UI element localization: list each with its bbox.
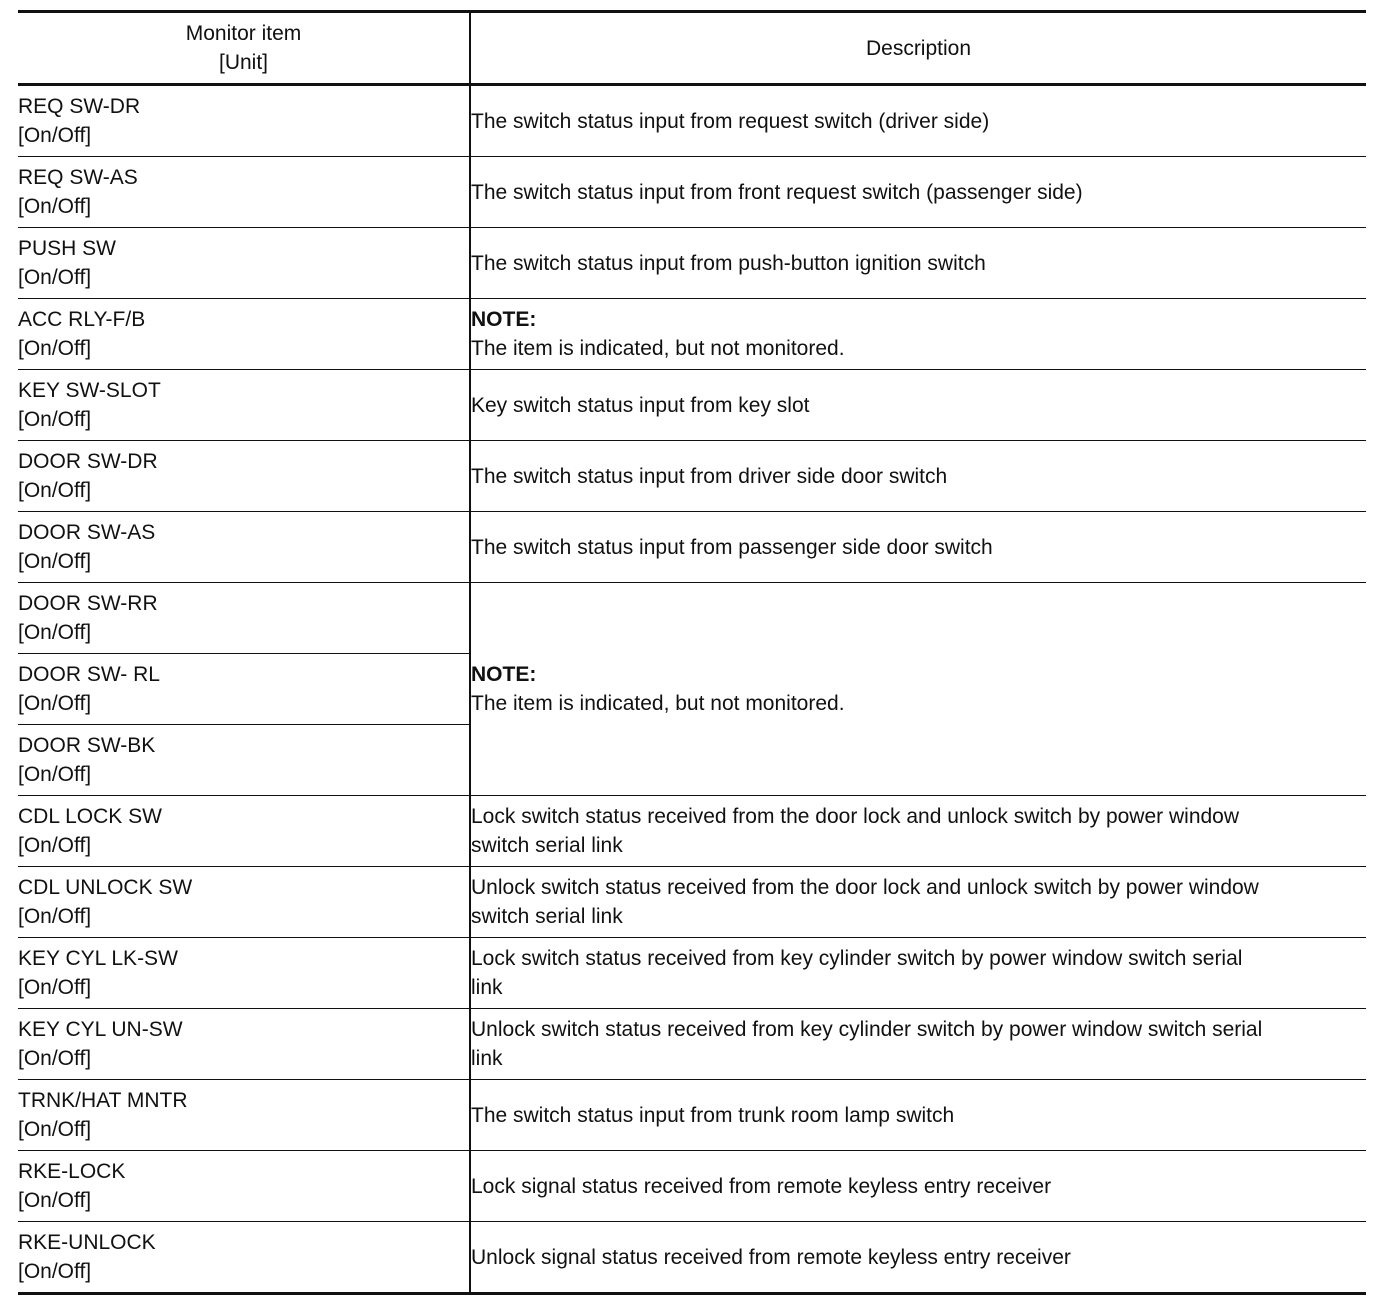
item-name: KEY CYL LK-SW [18, 947, 178, 970]
table-row [18, 1080, 1366, 1151]
description-line: link [471, 1047, 503, 1070]
description-cell [470, 796, 1366, 867]
item-name: DOOR SW- RL [18, 663, 160, 686]
description-cell [470, 938, 1366, 1009]
item-name: ACC RLY-F/B [18, 308, 146, 331]
item-name: CDL LOCK SW [18, 805, 162, 828]
table-row [18, 512, 1366, 583]
description-cell [470, 1009, 1366, 1080]
description-line: link [471, 976, 503, 999]
description-cell: The switch status input from push-button ignition switch [470, 228, 1366, 299]
item-unit: [On/Off] [18, 976, 92, 999]
item-unit: [On/Off] [18, 834, 92, 857]
monitor-item-cell [18, 157, 470, 228]
monitor-item-cell [18, 938, 470, 1009]
monitor-item-cell [18, 796, 470, 867]
note-label: NOTE: [471, 308, 537, 331]
item-name: KEY SW-SLOT [18, 379, 161, 402]
item-name: DOOR SW-RR [18, 592, 158, 615]
monitor-item-cell [18, 583, 470, 654]
description-line: Unlock switch status received from key cylinder switch by power window switch serial [471, 1018, 1263, 1041]
item-name: REQ SW-DR [18, 95, 141, 118]
table-row [18, 228, 1366, 299]
item-unit: [On/Off] [18, 1118, 92, 1141]
item-name: DOOR SW-BK [18, 734, 156, 757]
item-name: RKE-UNLOCK [18, 1231, 156, 1254]
monitor-item-cell [18, 1080, 470, 1151]
header-unit-label: [Unit] [218, 51, 268, 74]
monitor-item-cell [18, 85, 470, 157]
monitor-item-cell [18, 725, 470, 796]
table-row [18, 299, 1366, 370]
item-name: REQ SW-AS [18, 166, 138, 189]
monitor-item-cell [18, 228, 470, 299]
item-name: DOOR SW-AS [18, 521, 156, 544]
item-unit: [On/Off] [18, 337, 92, 360]
monitor-item-cell [18, 1151, 470, 1222]
monitor-item-cell [18, 654, 470, 725]
description-line: Lock switch status received from key cylinder switch by power window switch serial [471, 947, 1243, 970]
monitor-item-cell [18, 299, 470, 370]
description-cell-merged [470, 583, 1366, 796]
description-line: switch serial link [471, 834, 623, 857]
item-unit: [On/Off] [18, 1260, 92, 1283]
description-cell [470, 299, 1366, 370]
item-name: PUSH SW [18, 237, 117, 260]
table-row [18, 370, 1366, 441]
description-cell: The switch status input from driver side door switch [470, 441, 1366, 512]
description-line: Lock switch status received from the door lock and unlock switch by power window [471, 805, 1240, 828]
note-text: The item is indicated, but not monitored. [471, 337, 845, 360]
description-line: Unlock switch status received from the door lock and unlock switch by power window [471, 876, 1259, 899]
table-row [18, 1222, 1366, 1294]
description-cell: Lock signal status received from remote keyless entry receiver [470, 1151, 1366, 1222]
table-row [18, 85, 1366, 157]
note-label: NOTE: [471, 663, 537, 686]
item-unit: [On/Off] [18, 1047, 92, 1070]
monitor-item-cell [18, 441, 470, 512]
item-unit: [On/Off] [18, 692, 92, 715]
monitor-item-cell [18, 867, 470, 938]
table-row [18, 157, 1366, 228]
item-name: RKE-LOCK [18, 1160, 126, 1183]
item-name: TRNK/HAT MNTR [18, 1089, 188, 1112]
item-name: KEY CYL UN-SW [18, 1018, 183, 1041]
item-unit: [On/Off] [18, 408, 92, 431]
header-item-label: Monitor item [185, 22, 302, 45]
item-unit: [On/Off] [18, 621, 92, 644]
description-cell: The switch status input from passenger side door switch [470, 512, 1366, 583]
item-unit: [On/Off] [18, 195, 92, 218]
description-cell: Unlock signal status received from remote keyless entry receiver [470, 1222, 1366, 1294]
header-description: Description [865, 36, 972, 60]
monitor-item-table [18, 10, 1366, 1295]
item-name: DOOR SW-DR [18, 450, 158, 473]
table-row [18, 938, 1366, 1009]
table-row [18, 583, 1366, 654]
table-row [18, 1151, 1366, 1222]
description-cell: The switch status input from front request switch (passenger side) [470, 157, 1366, 228]
item-unit: [On/Off] [18, 479, 92, 502]
table-row [18, 441, 1366, 512]
item-unit: [On/Off] [18, 1189, 92, 1212]
monitor-item-cell [18, 512, 470, 583]
item-unit: [On/Off] [18, 550, 92, 573]
table-row [18, 796, 1366, 867]
table-header-row [18, 12, 1366, 85]
table-row [18, 1009, 1366, 1080]
item-unit: [On/Off] [18, 763, 92, 786]
item-unit: [On/Off] [18, 266, 92, 289]
description-cell [470, 867, 1366, 938]
description-cell: The switch status input from request switch (driver side) [471, 109, 990, 133]
monitor-item-cell [18, 1222, 470, 1294]
description-line: switch serial link [471, 905, 623, 928]
note-text: The item is indicated, but not monitored. [471, 692, 845, 715]
table-row [18, 867, 1366, 938]
header-monitor-item [18, 12, 470, 85]
monitor-item-cell [18, 1009, 470, 1080]
description-cell: Key switch status input from key slot [470, 370, 1366, 441]
monitor-item-cell [18, 370, 470, 441]
item-unit: [On/Off] [18, 124, 92, 147]
item-name: CDL UNLOCK SW [18, 876, 193, 899]
description-cell: The switch status input from trunk room lamp switch [470, 1080, 1366, 1151]
item-unit: [On/Off] [18, 905, 92, 928]
